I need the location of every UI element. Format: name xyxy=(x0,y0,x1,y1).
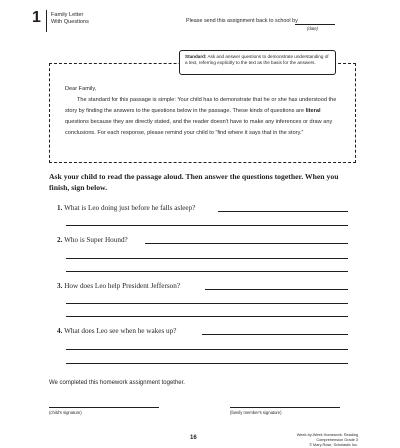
completion-statement: We completed this homework assignment together. xyxy=(49,380,185,386)
question-1 xyxy=(57,204,195,212)
instructions: Ask your child to read the passage aloud. Then answer the questions together. When you finish, sign below. xyxy=(49,172,339,192)
question-4 xyxy=(57,327,176,335)
answer-line[interactable] xyxy=(66,258,348,259)
header-divider xyxy=(46,10,47,32)
letter-text-part2: questions because they are directly stated, and the reader doesn't have to make any inferences or draw any conclusions. For each response, please remind your child to “find where it says that in the story.” xyxy=(65,119,333,136)
question-text: What is Leo doing just before he falls asleep? xyxy=(64,204,196,212)
unit-title xyxy=(51,12,89,26)
standard-label: Standard: xyxy=(185,54,207,59)
standard-box xyxy=(179,50,336,75)
answer-line[interactable] xyxy=(66,225,348,226)
question-number: 3. xyxy=(57,282,63,290)
credit-line-2: © Mary Rose, Scholastic Inc. xyxy=(309,443,358,447)
page-number: 16 xyxy=(190,435,197,441)
unit-number: 1 xyxy=(32,9,41,26)
return-note: Please send this assignment back to school by xyxy=(186,18,298,24)
family-letter xyxy=(65,84,345,139)
answer-line[interactable] xyxy=(66,271,348,272)
answer-line[interactable] xyxy=(66,303,348,304)
credit-line xyxy=(278,433,358,448)
question-text: What does Leo see when he wakes up? xyxy=(64,327,177,335)
letter-paragraph xyxy=(65,95,345,139)
child-signature-field[interactable] xyxy=(49,407,159,408)
family-signature-caption: (family member's signature) xyxy=(230,410,282,415)
question-3 xyxy=(57,282,180,290)
child-signature-caption: (child's signature) xyxy=(49,410,82,415)
answer-line[interactable] xyxy=(202,334,348,335)
question-2 xyxy=(57,236,128,244)
return-date-caption: (date) xyxy=(307,26,318,31)
question-number: 1. xyxy=(57,204,63,212)
question-number: 2. xyxy=(57,236,63,244)
question-text: How does Leo help President Jefferson? xyxy=(64,282,181,290)
family-signature-field[interactable] xyxy=(230,407,340,408)
question-text: Who is Super Hound? xyxy=(64,236,128,244)
standard-text: Ask and answer questions to demonstrate understanding of a text, referring explicitly to the text as the basis for the answers. xyxy=(185,54,329,66)
answer-line[interactable] xyxy=(66,363,348,364)
letter-greeting: Dear Family, xyxy=(65,86,97,92)
credit-line-1: Week-by-Week Homework: Reading Comprehension Grade 3 xyxy=(296,433,358,442)
answer-line[interactable] xyxy=(218,211,348,212)
answer-line[interactable] xyxy=(145,243,348,244)
question-number: 4. xyxy=(57,327,63,335)
return-date-field[interactable] xyxy=(295,24,335,25)
answer-line[interactable] xyxy=(205,289,348,290)
unit-title-line2: With Questions xyxy=(51,19,89,25)
letter-text-bold: literal xyxy=(305,108,321,114)
letter-text-part1: The standard for this passage is simple: Your child has to demonstrate that he or she has understood the story by finding the answers to the questions below in the passage. These kinds of questions are xyxy=(65,97,337,114)
unit-title-line1: Family Letter xyxy=(51,12,84,18)
answer-line[interactable] xyxy=(66,349,348,350)
answer-line[interactable] xyxy=(66,316,348,317)
